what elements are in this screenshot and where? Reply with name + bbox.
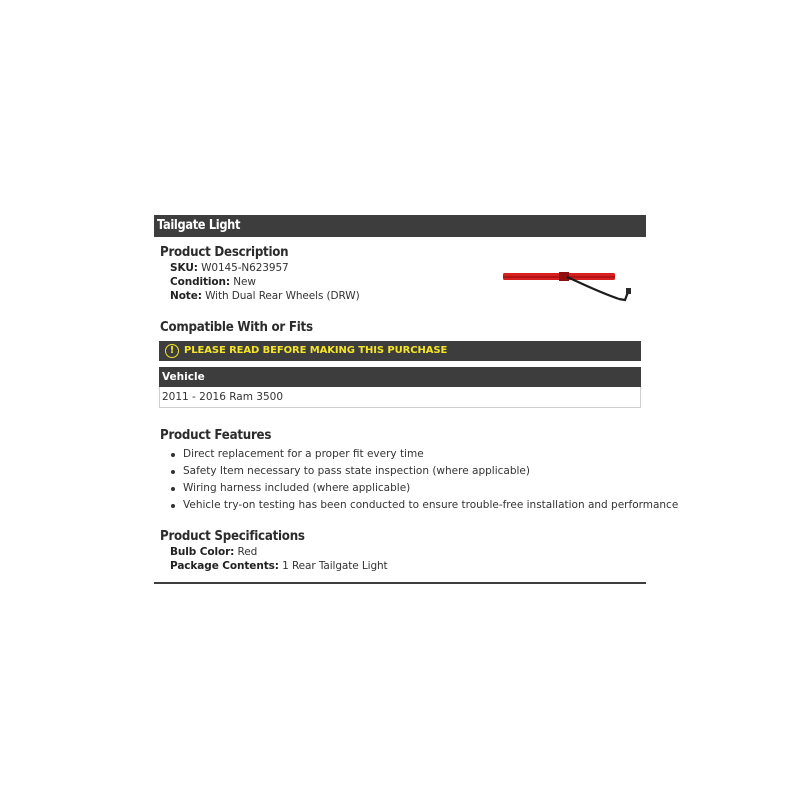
warning-banner[interactable]	[159, 341, 641, 361]
compatible-heading: Compatible With or Fits	[160, 319, 313, 335]
bulb-color-value: Red	[237, 546, 258, 558]
tailgate-light-bar-image	[501, 265, 641, 307]
list-item	[170, 446, 678, 463]
product-description-heading: Product Description	[160, 244, 289, 260]
connector-plug	[626, 288, 631, 294]
list-item	[170, 497, 678, 514]
feature-text: Direct replacement for a proper fit every time	[183, 448, 424, 460]
list-item	[170, 480, 678, 497]
product-sheet	[154, 215, 679, 585]
feature-text: Vehicle try-on testing has been conducted to ensure trouble-free installation and performance	[183, 499, 679, 511]
features-list	[170, 446, 678, 514]
page-title: Tailgate Light	[157, 218, 241, 233]
product-specifications-heading: Product Specifications	[160, 528, 305, 544]
condition-value: New	[233, 276, 256, 288]
list-item	[170, 463, 678, 480]
note-value: With Dual Rear Wheels (DRW)	[205, 290, 360, 302]
bullet-icon	[171, 487, 175, 491]
table-row	[159, 387, 641, 408]
vehicle-table-header	[159, 367, 641, 387]
warning-icon: !	[165, 344, 179, 358]
bullet-icon	[171, 453, 175, 457]
sku-row	[170, 262, 289, 274]
package-contents-value: 1 Rear Tailgate Light	[282, 560, 388, 572]
package-contents-label: Package Contents:	[170, 560, 279, 572]
condition-label: Condition:	[170, 276, 231, 288]
bulb-color-row	[170, 546, 257, 558]
note-label: Note:	[170, 290, 202, 302]
bottom-divider	[154, 582, 646, 584]
vehicle-column-header: Vehicle	[162, 371, 205, 383]
sku-label: SKU:	[170, 262, 198, 274]
feature-text: Safety Item necessary to pass state inspection (where applicable)	[183, 465, 530, 477]
bullet-icon	[171, 504, 175, 508]
sku-value: W0145-N623957	[201, 262, 289, 274]
condition-row	[170, 276, 256, 288]
package-contents-row	[170, 560, 388, 572]
product-features-heading: Product Features	[160, 427, 272, 443]
warning-text: PLEASE READ BEFORE MAKING THIS PURCHASE	[184, 345, 448, 356]
title-bar	[154, 215, 646, 237]
bullet-icon	[171, 470, 175, 474]
feature-text: Wiring harness included (where applicable)	[183, 482, 411, 494]
vehicle-cell: 2011 - 2016 Ram 3500	[162, 391, 284, 403]
bulb-color-label: Bulb Color:	[170, 546, 235, 558]
wiring-harness	[567, 277, 619, 299]
note-row	[170, 290, 360, 302]
